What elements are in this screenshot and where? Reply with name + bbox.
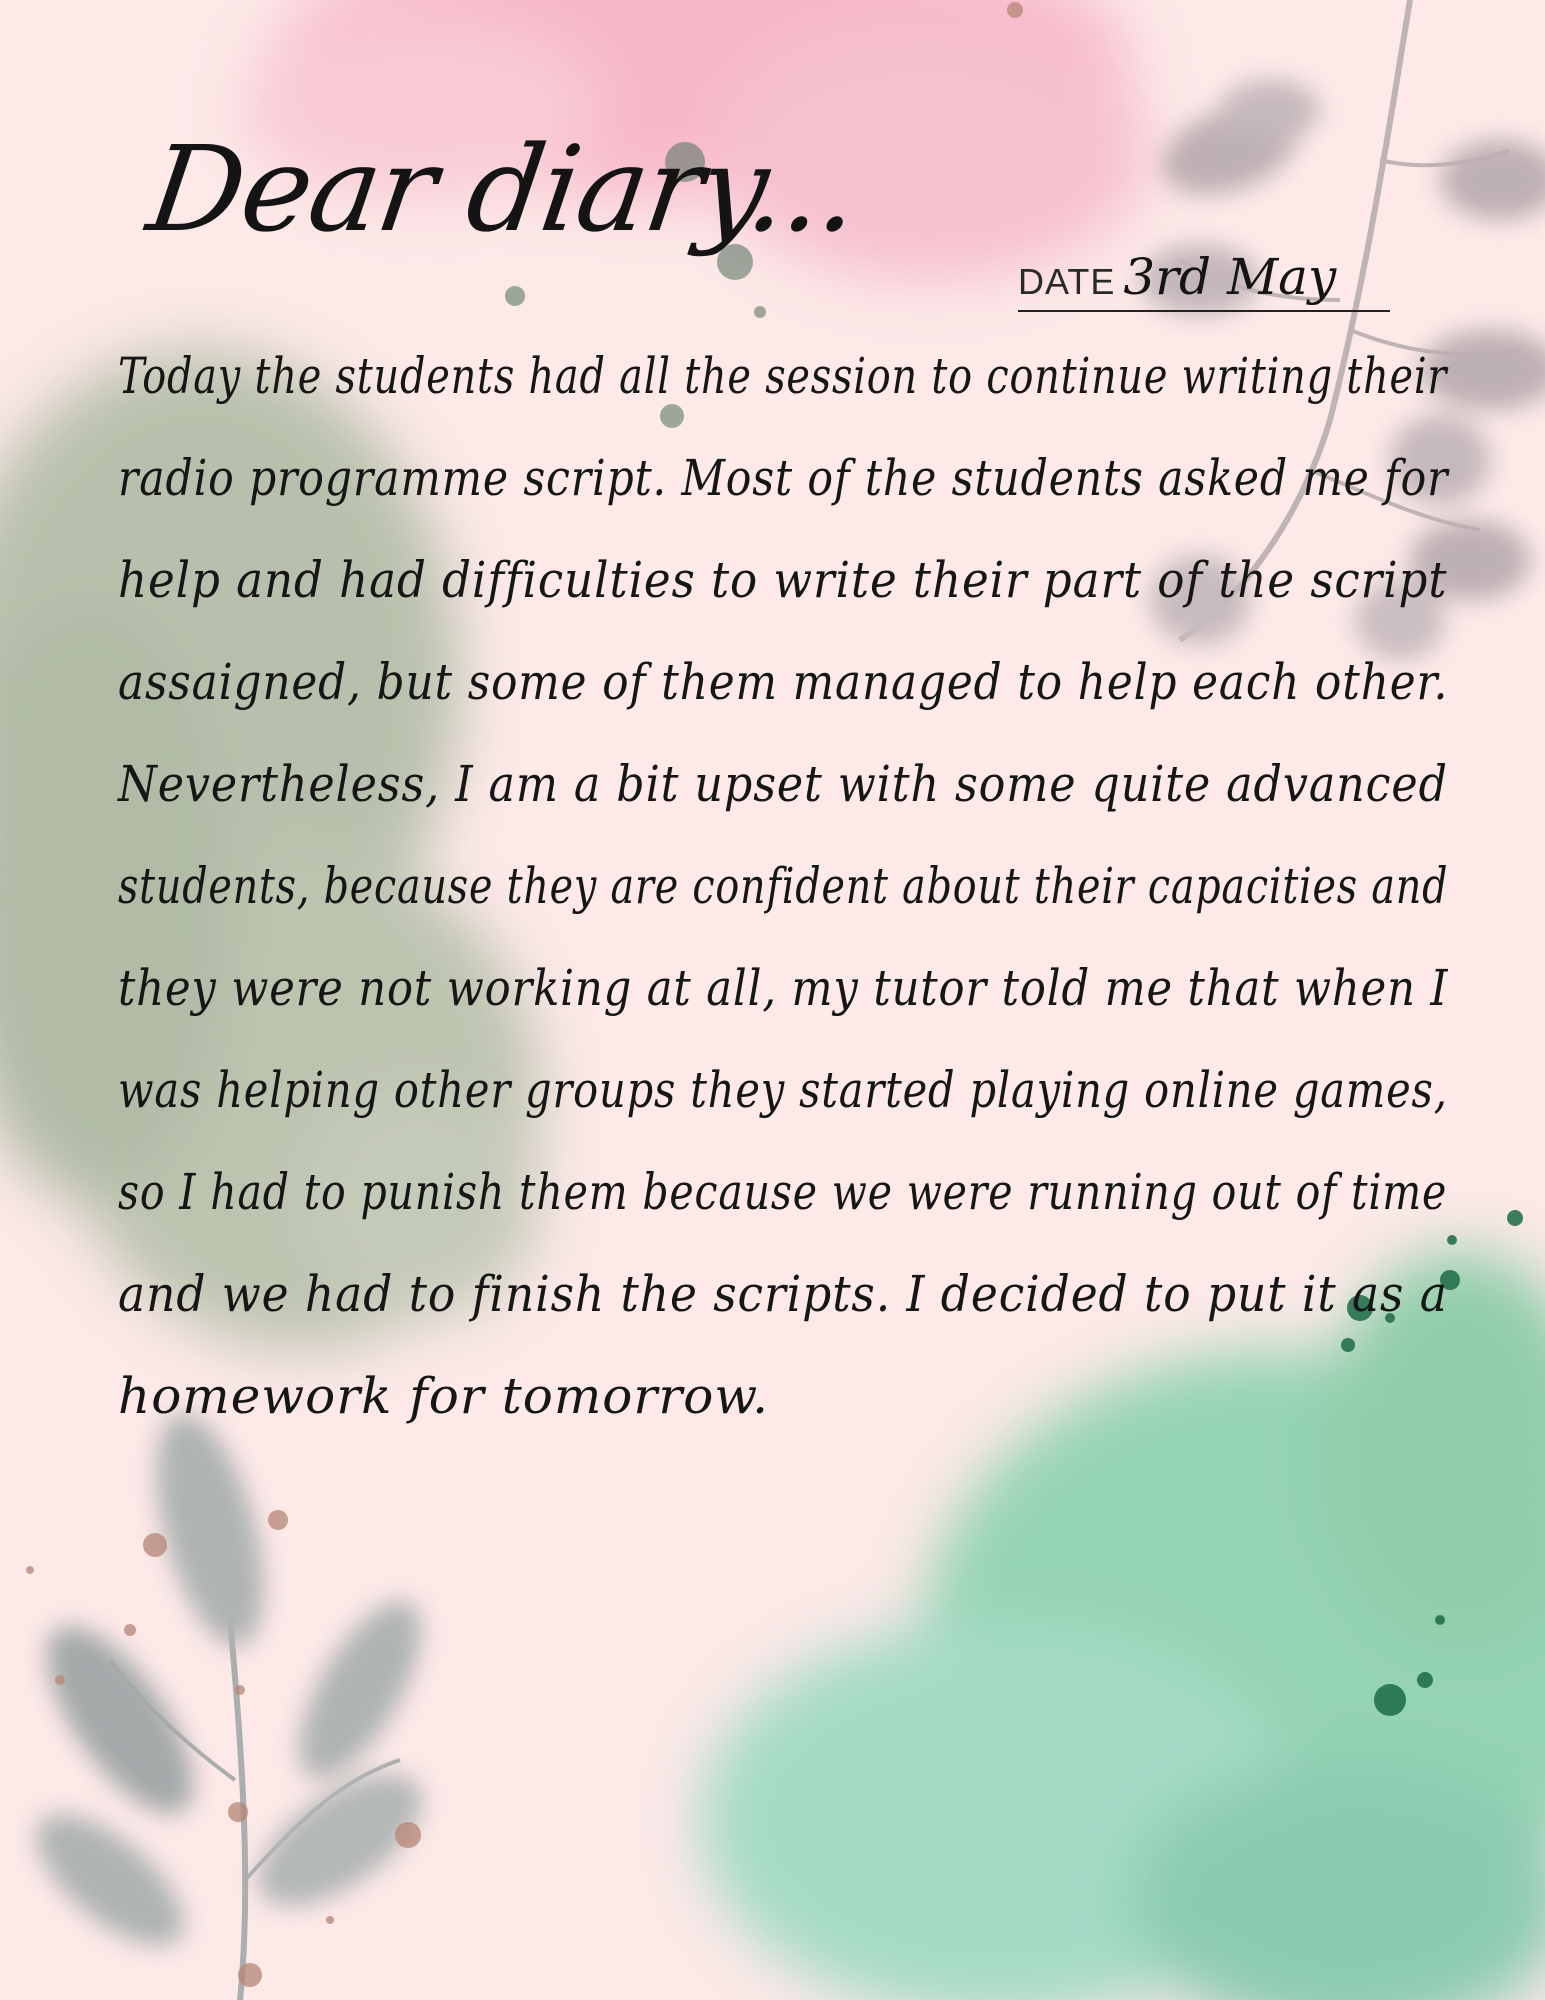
entry-line: so I had to punish them because we were running out of time	[118, 1163, 1448, 1221]
leaf-branch-bottom-left	[15, 1402, 444, 2000]
entry-line: Today the students had all the session to continue writing their	[118, 347, 1448, 405]
diary-entry	[118, 325, 1448, 1447]
date-label: DATE	[1018, 261, 1116, 302]
entry-line: was helping other groups they started playing online games,	[118, 1061, 1448, 1119]
entry-line: and we had to finish the scripts. I decided to put it as a	[118, 1265, 1448, 1323]
entry-line: students, because they are confident about their capacities and	[118, 857, 1449, 915]
entry-line: assaigned, but some of them managed to help each other.	[118, 653, 1449, 711]
entry-line: help and had difficulties to write their part of the script	[118, 551, 1448, 609]
date-value: 3rd May	[1123, 248, 1337, 306]
entry-line: homework for tomorrow.	[118, 1367, 770, 1425]
entry-line: Nevertheless, I am a bit upset with some quite advanced	[118, 755, 1448, 813]
entry-line: radio programme script. Most of the students asked me for	[118, 449, 1449, 507]
diary-title: Dear diary...	[140, 120, 866, 258]
date-field	[1018, 248, 1390, 312]
entry-line: they were not working at all, my tutor told me that when I	[118, 959, 1449, 1017]
